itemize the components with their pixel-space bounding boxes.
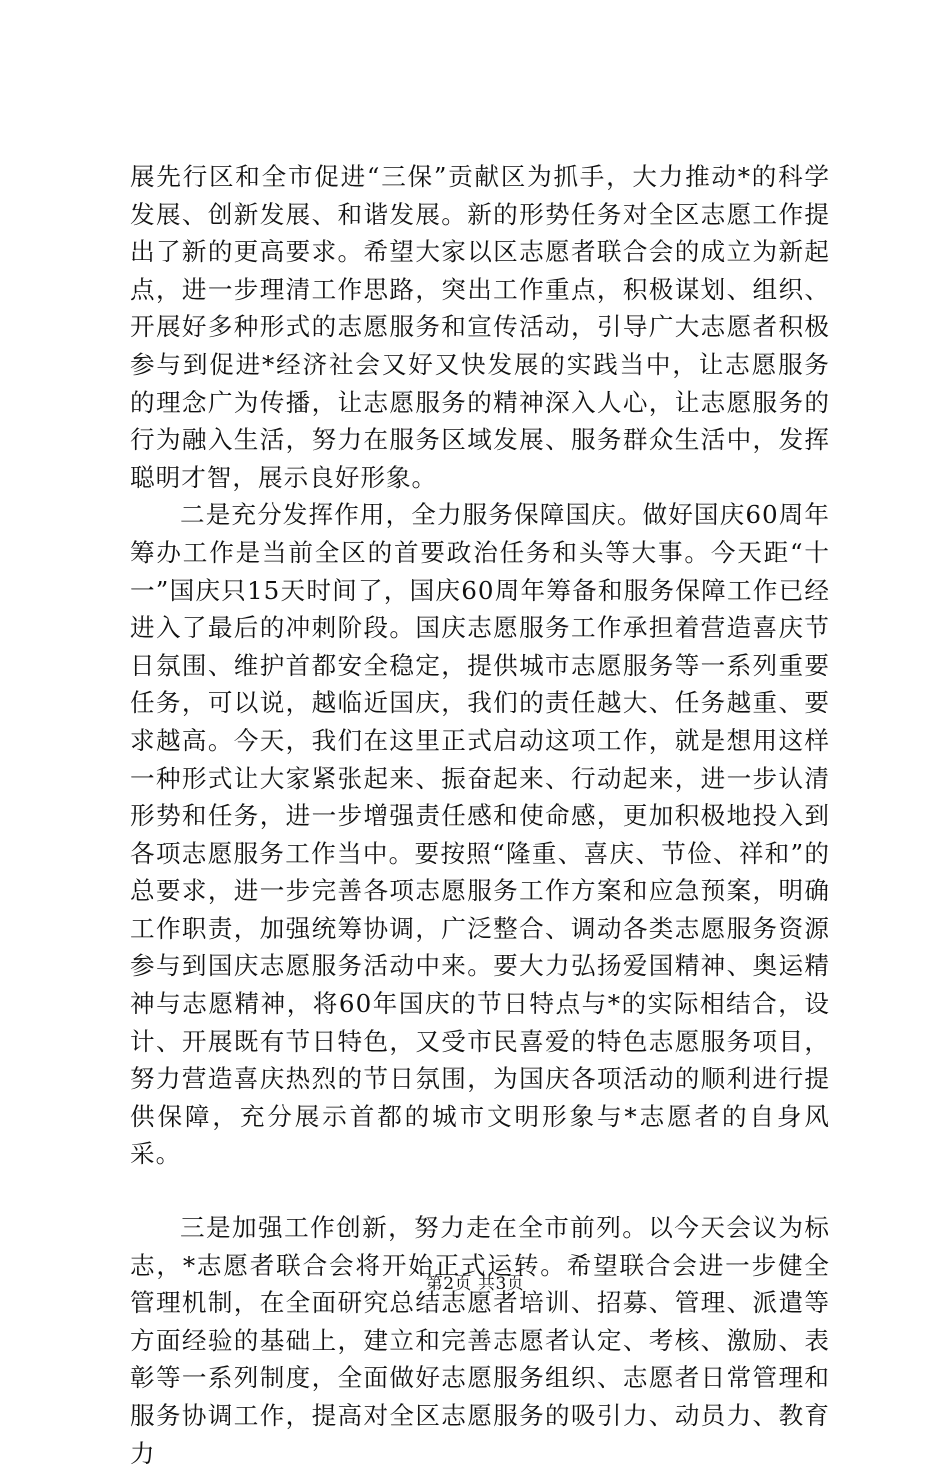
paragraph-2: 二是充分发挥作用，全力服务保障国庆。做好国庆60周年筹办工作是当前全区的首要政治任务和头等大事。今天距“十一”国庆只15天时间了，国庆60周年筹备和服务保障工作已经进入了最后的冲刺阶段。国庆志愿服务工作承担着营造喜庆节日氛围、维护首都安全稳定，提供城市志愿服务等一系列重要任务，可以说，越临近国庆，我们的责任越大、任务越重、要求越高。今天，我们在这里正式启动这项工作，就是想用这样一种形式让大家紧张起来、振奋起来、行动起来，进一步认清形势和任务，进一步增强责任感和使命感，更加积极地投入到各项志愿服务工作当中。要按照“隆重、喜庆、节俭、祥和”的总要求，进一步完善各项志愿服务工作方案和应急预案，明确工作职责，加强统筹协调，广泛整合、调动各类志愿服务资源参与到国庆志愿服务活动中来。要大力弘扬爱国精神、奥运精神与志愿精神，将60年国庆的节日特点与*的实际相结合，设计、开展既有节日特色，又受市民喜爱的特色志愿服务项目，努力营造喜庆热烈的节日氛围，为国庆各项活动的顺利进行提供保障，充分展示首都的城市文明形象与*志愿者的自身风采。 xyxy=(130,500,830,1169)
paragraph-3: 三是加强工作创新，努力走在全市前列。以今天会议为标志，*志愿者联合会将开始正式运转。希望联合会进一步健全管理机制，在全面研究总结志愿者培训、招募、管理、派遣等方面经验的基础上，建立和完善志愿者认定、考核、激励、表彰等一系列制度，全面做好志愿服务组织、志愿者日常管理和服务协调工作，提高对全区志愿服务的吸引力、动员力、教育力 xyxy=(130,1213,830,1468)
paragraph-1: 展先行区和全市促进“三保”贡献区为抓手，大力推动*的科学发展、创新发展、和谐发展。新的形势任务对全区志愿工作提出了新的更高要求。希望大家以区志愿者联合会的成立为新起点，进一步理清工作思路，突出工作重点，积极谋划、组织、开展好多种形式的志愿服务和宣传活动，引导广大志愿者积极参与到促进*经济社会又好又快发展的实践当中，让志愿服务的理念广为传播，让志愿服务的精神深入人心，让志愿服务的行为融入生活，努力在服务区域发展、服务群众生活中，发挥聪明才智，展示良好形象。 xyxy=(130,162,830,492)
page-footer: 第2页 共3页 xyxy=(425,1274,525,1294)
